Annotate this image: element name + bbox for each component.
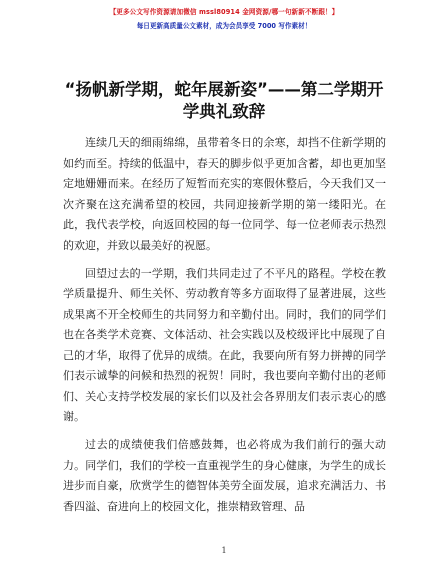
paragraph-3: 过去的成绩使我们倍感鼓舞，也必将成为我们前行的强大动力。同学们，我们的学校一直重视学生的身心健康，为学生的成长进步而自豪，欣赏学生的德智体美劳全面发展，追求充满活力、书香四溢、奋进向上的校园文化，推崇精致管理、品 — [63, 438, 386, 513]
promo-banner-line-1: 【更多公文写作资源请加微信 mssl80914 金网资源/哪一句新新不断跟！】 — [109, 8, 339, 16]
paragraph-1: 连续几天的细雨绵绵，虽带着冬日的余寒，却挡不住新学期的如约而至。持续的低温中，春天的脚步似乎更加含蓄，却也更加坚定地姗姗而来。在经历了短暂而充实的寒假休整后，今天我们又一次齐聚在这充满希望的校园，共同迎接新学期的第一缕阳光。在此，我代表学校，向返回校园的每一位同学、每一位老师表示热烈的欢迎，并致以最美好的祝愿。 — [63, 136, 386, 252]
document-title: “扬帆新学期，蛇年展新姿”——第二学期开学典礼致辞 — [64, 80, 384, 121]
promo-banner — [0, 6, 448, 33]
document-body — [63, 133, 386, 525]
promo-banner-line-2: 每日更新高质量公文素材，成为会员享受 7000 写作素材！ — [136, 22, 312, 30]
page-number: 1 — [221, 546, 227, 555]
paragraph-2: 回望过去的一学期，我们共同走过了不平凡的路程。学校在教学质量提升、师生关怀、劳动教育等多方面取得了显著进展，这些成果离不开全校师生的共同努力和辛勤付出。同时，我们的同学们也在各类学术竞赛、文体活动、社会实践以及校级评比中展现了自己的才华，取得了优异的成绩。在此，我要向所有努力拼搏的同学们表示诚挚的问候和热烈的祝贺！同时，我也要向辛勤付出的老师们、关心支持学校发展的家长们以及社会各界朋友们表示衷心的感谢。 — [63, 266, 386, 423]
